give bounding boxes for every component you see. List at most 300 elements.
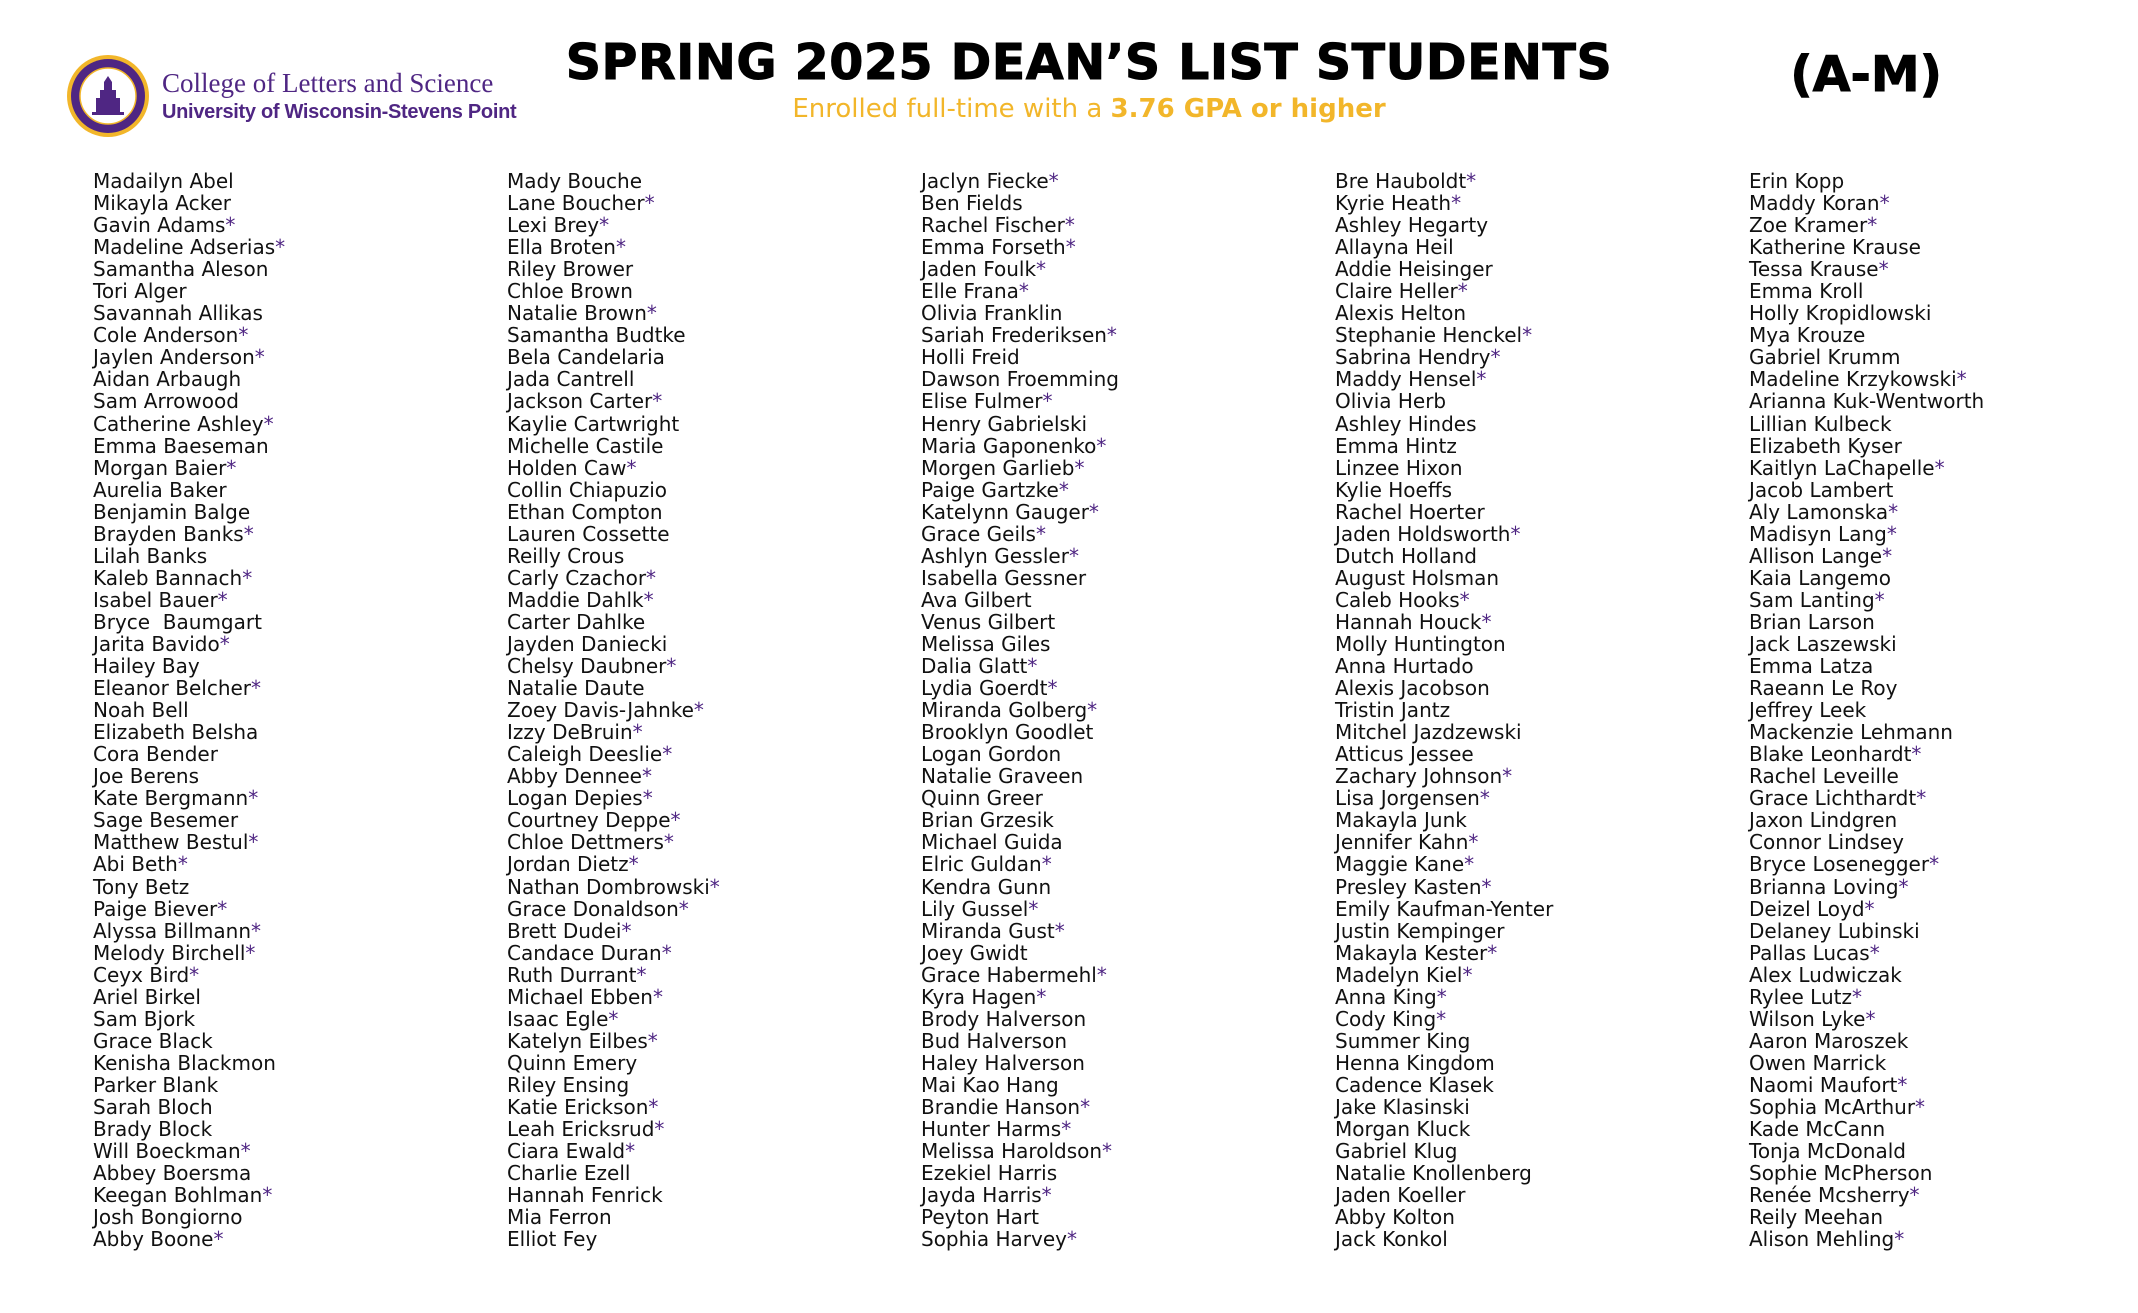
student-name: Savannah Allikas (93, 301, 263, 326)
student-name: Lillian Kulbeck (1749, 411, 1892, 436)
student-name: Melissa Giles (921, 631, 1051, 656)
student-name: Paige Gartzke* (921, 477, 1069, 502)
asterisk-marker: * (1096, 962, 1107, 987)
asterisk-marker: * (275, 235, 286, 260)
student-name: Owen Marrick (1749, 1050, 1887, 1075)
student-name: Dalia Glatt* (921, 654, 1038, 679)
asterisk-marker: * (1436, 1006, 1447, 1031)
student-name: Logan Depies* (507, 786, 653, 811)
asterisk-marker: * (1502, 764, 1513, 789)
student-name: Joey Gwidt (921, 940, 1028, 965)
student-name: Sophia Harvey* (921, 1227, 1077, 1252)
student-name: Dutch Holland (1335, 543, 1477, 568)
student-name: Henna Kingdom (1335, 1050, 1495, 1075)
asterisk-marker: * (636, 962, 647, 987)
student-name: Natalie Daute (507, 676, 645, 701)
asterisk-marker: * (1929, 852, 1940, 877)
student-name: Jordan Dietz* (507, 852, 639, 877)
asterisk-marker: * (1096, 433, 1107, 458)
student-name: Atticus Jessee (1335, 742, 1474, 767)
student-name: Makayla Junk (1335, 808, 1467, 833)
asterisk-marker: * (1047, 676, 1058, 701)
asterisk-marker: * (625, 1139, 636, 1164)
student-name: Katelynn Gauger* (921, 499, 1099, 524)
asterisk-marker: * (652, 984, 663, 1009)
asterisk-marker: * (1916, 786, 1927, 811)
asterisk-marker: * (1036, 257, 1047, 282)
asterisk-marker: * (1464, 852, 1475, 877)
asterisk-marker: * (1065, 235, 1076, 260)
student-name: Raeann Le Roy (1749, 676, 1898, 701)
asterisk-marker: * (647, 1028, 658, 1053)
student-columns (0, 170, 2138, 1280)
student-name: Alexis Jacobson (1335, 676, 1490, 701)
asterisk-marker: * (648, 1094, 659, 1119)
student-name: Connor Lindsey (1749, 830, 1904, 855)
student-name: Blake Leonhardt* (1749, 742, 1922, 767)
asterisk-marker: * (1080, 1094, 1091, 1119)
student-name: Ella Broten* (507, 235, 626, 260)
asterisk-marker: * (1864, 896, 1875, 921)
student-name: Emma Forseth* (921, 235, 1076, 260)
asterisk-marker: * (643, 587, 654, 612)
student-name: Emma Kroll (1749, 279, 1864, 304)
student-name: Michael Guida (921, 830, 1063, 855)
student-name: Hannah Houck* (1335, 609, 1492, 634)
asterisk-marker: * (1915, 1094, 1926, 1119)
student-name: Tonja McDonald (1749, 1139, 1906, 1164)
student-column-4 (1335, 170, 1735, 1250)
student-name: Will Boeckman* (93, 1139, 251, 1164)
asterisk-marker: * (189, 962, 200, 987)
asterisk-marker: * (693, 698, 704, 723)
asterisk-marker: * (641, 764, 652, 789)
student-name: Sage Besemer (93, 808, 239, 833)
page-title: SPRING 2025 DEAN’S LIST STUDENTS (565, 34, 1613, 91)
student-name: Grace Geils* (921, 521, 1046, 546)
student-name: Maddie Dahlk* (507, 587, 654, 612)
student-name: Makayla Kester* (1335, 940, 1498, 965)
student-name: Riley Ensing (507, 1072, 630, 1097)
asterisk-marker: * (1087, 698, 1098, 723)
asterisk-marker: * (626, 455, 637, 480)
asterisk-marker: * (1874, 587, 1885, 612)
student-name: Aurelia Baker (93, 477, 227, 502)
student-name: Tony Betz (93, 874, 190, 899)
student-name: Rachel Fischer* (921, 213, 1075, 238)
student-name: Kaleb Bannach* (93, 565, 253, 590)
asterisk-marker: * (646, 301, 657, 326)
student-name: August Holsman (1335, 565, 1500, 590)
asterisk-marker: * (1481, 874, 1492, 899)
student-name: Caleigh Deeslie* (507, 742, 673, 767)
student-name: Tristin Jantz (1335, 698, 1451, 723)
asterisk-marker: * (217, 896, 228, 921)
student-name: Abbey Boersma (93, 1161, 252, 1186)
student-name: Tessa Krause* (1749, 257, 1889, 282)
asterisk-marker: * (670, 808, 681, 833)
asterisk-marker: * (654, 1117, 665, 1142)
asterisk-marker: * (226, 455, 237, 480)
student-name: Lexi Brey* (507, 213, 610, 238)
asterisk-marker: * (652, 389, 663, 414)
student-name: Lisa Jorgensen* (1335, 786, 1490, 811)
student-name: Sabrina Hendry* (1335, 345, 1501, 370)
alphabet-range: (A-M) (1790, 46, 1942, 103)
student-name: Addie Heisinger (1335, 257, 1493, 282)
student-name: Lilah Banks (93, 543, 208, 568)
student-name: Elle Frana* (921, 279, 1029, 304)
asterisk-marker: * (644, 191, 655, 216)
student-name: Chloe Brown (507, 279, 633, 304)
student-name: Alexis Helton (1335, 301, 1467, 326)
student-name: Molly Huntington (1335, 631, 1506, 656)
asterisk-marker: * (615, 235, 626, 260)
student-name: Grace Habermehl* (921, 962, 1107, 987)
asterisk-marker: * (1028, 896, 1039, 921)
student-name: Cole Anderson* (93, 323, 249, 348)
student-name: Maddy Hensel* (1335, 367, 1487, 392)
student-name: Brooklyn Goodlet (921, 720, 1094, 745)
asterisk-marker: * (263, 411, 274, 436)
student-name: Carter Dahlke (507, 609, 646, 634)
student-name: Kenisha Blackmon (93, 1050, 276, 1075)
student-name: Grace Lichthardt* (1749, 786, 1927, 811)
asterisk-marker: * (248, 830, 259, 855)
student-name: Mya Krouze (1749, 323, 1866, 348)
student-name: Collin Chiapuzio (507, 477, 668, 502)
student-name: Maggie Kane* (1335, 852, 1475, 877)
asterisk-marker: * (1074, 455, 1085, 480)
student-name: Dawson Froemming (921, 367, 1119, 392)
student-name: Summer King (1335, 1028, 1471, 1053)
asterisk-marker: * (1036, 984, 1047, 1009)
student-name: Natalie Knollenberg (1335, 1161, 1532, 1186)
asterisk-marker: * (1068, 543, 1079, 568)
student-name: Jeffrey Leek (1749, 698, 1867, 723)
student-name: Holly Kropidlowski (1749, 301, 1932, 326)
student-name: Morgen Garlieb* (921, 455, 1085, 480)
asterisk-marker: * (599, 213, 610, 238)
student-name: Anna Hurtado (1335, 654, 1474, 679)
student-name: Olivia Herb (1335, 389, 1447, 414)
student-name: Emma Baeseman (93, 433, 269, 458)
student-name: Katie Erickson* (507, 1094, 659, 1119)
student-column-5 (1749, 170, 2138, 1250)
student-name: Jake Klasinski (1335, 1094, 1470, 1119)
college-name: College of Letters and Science (162, 68, 494, 98)
student-name: Paige Biever* (93, 896, 228, 921)
student-name: Aly Lamonska* (1749, 499, 1899, 524)
student-name: Izzy DeBruin* (507, 720, 643, 745)
asterisk-marker: * (1479, 786, 1490, 811)
student-name: Madisyn Lang* (1749, 521, 1897, 546)
student-name: Arianna Kuk-Wentworth (1749, 389, 1985, 414)
asterisk-marker: * (709, 874, 720, 899)
asterisk-marker: * (1035, 521, 1046, 546)
student-name: Lily Gussel* (921, 896, 1039, 921)
asterisk-marker: * (1476, 367, 1487, 392)
student-name: Mackenzie Lehmann (1749, 720, 1953, 745)
student-name: Bud Halverson (921, 1028, 1067, 1053)
student-name: Ruth Durrant* (507, 962, 647, 987)
student-name: Kyra Hagen* (921, 984, 1047, 1009)
asterisk-marker: * (1027, 654, 1038, 679)
student-name: Jaden Koeller (1335, 1183, 1466, 1208)
asterisk-marker: * (219, 631, 230, 656)
student-name: Jackson Carter* (507, 389, 663, 414)
student-name: Alyssa Billmann* (93, 918, 262, 943)
student-name: Cadence Klasek (1335, 1072, 1494, 1097)
student-name: Kate Bergmann* (93, 786, 259, 811)
student-name: Brianna Loving* (1749, 874, 1909, 899)
asterisk-marker: * (1956, 367, 1967, 392)
student-name: Madailyn Abel (93, 169, 234, 193)
student-name: Kaia Langemo (1749, 565, 1891, 590)
asterisk-marker: * (666, 654, 677, 679)
asterisk-marker: * (177, 852, 188, 877)
student-name: Madelyn Kiel* (1335, 962, 1473, 987)
student-name: Nathan Dombrowski* (507, 874, 720, 899)
student-name: Ariel Birkel (93, 984, 201, 1009)
student-name: Riley Brower (507, 257, 634, 282)
student-name: Grace Black (93, 1028, 213, 1053)
asterisk-marker: * (1898, 874, 1909, 899)
student-name: Mikayla Acker (93, 191, 232, 216)
asterisk-marker: * (662, 742, 673, 767)
student-name: Jayden Daniecki (507, 631, 668, 656)
asterisk-marker: * (628, 852, 639, 877)
asterisk-marker: * (1457, 279, 1468, 304)
asterisk-marker: * (1851, 984, 1862, 1009)
student-name: Josh Bongiorno (93, 1205, 243, 1230)
student-name: Gabriel Krumm (1749, 345, 1901, 370)
asterisk-marker: * (1061, 1117, 1072, 1142)
student-name: Jacob Lambert (1749, 477, 1894, 502)
asterisk-marker: * (1911, 742, 1922, 767)
asterisk-marker: * (1869, 940, 1880, 965)
student-name: Maria Gaponenko* (921, 433, 1107, 458)
asterisk-marker: * (1934, 455, 1945, 480)
student-name: Bre Hauboldt* (1335, 169, 1477, 193)
asterisk-marker: * (1878, 257, 1889, 282)
student-name: Gabriel Klug (1335, 1139, 1458, 1164)
student-name: Allison Lange* (1749, 543, 1893, 568)
student-name: Jada Cantrell (507, 367, 635, 392)
student-name: Joe Berens (93, 764, 200, 789)
student-name: Ashlyn Gessler* (921, 543, 1079, 568)
student-name: Ashley Hegarty (1335, 213, 1489, 238)
student-name: Chelsy Daubner* (507, 654, 677, 679)
student-name: Mitchel Jazdzewski (1335, 720, 1522, 745)
student-name: Brett Dudei* (507, 918, 632, 943)
student-name: Brian Grzesik (921, 808, 1054, 833)
student-name: Kendra Gunn (921, 874, 1052, 899)
student-name: Jarita Bavido* (93, 631, 230, 656)
student-name: Kylie Hoeffs (1335, 477, 1453, 502)
asterisk-marker: * (1058, 477, 1069, 502)
student-name: Kade McCann (1749, 1117, 1886, 1142)
asterisk-marker: * (248, 786, 259, 811)
student-name: Gavin Adams* (93, 213, 236, 238)
student-name: Melissa Haroldson* (921, 1139, 1113, 1164)
asterisk-marker: * (1041, 1183, 1052, 1208)
student-name: Ashley Hindes (1335, 411, 1477, 436)
asterisk-marker: * (646, 565, 657, 590)
asterisk-marker: * (1867, 213, 1878, 238)
student-name: Samantha Aleson (93, 257, 269, 282)
student-name: Natalie Graveen (921, 764, 1084, 789)
student-name: Mia Ferron (507, 1205, 612, 1230)
asterisk-marker: * (225, 213, 236, 238)
asterisk-marker: * (661, 940, 672, 965)
student-name: Sarah Bloch (93, 1094, 213, 1119)
asterisk-marker: * (243, 521, 254, 546)
student-name: Courtney Deppe* (507, 808, 681, 833)
student-name: Presley Kasten* (1335, 874, 1492, 899)
student-name: Elise Fulmer* (921, 389, 1053, 414)
student-name: Noah Bell (93, 698, 189, 723)
asterisk-marker: * (1490, 345, 1501, 370)
student-name: Eleanor Belcher* (93, 676, 262, 701)
student-column-1 (93, 170, 493, 1250)
student-name: Rylee Lutz* (1749, 984, 1862, 1009)
asterisk-marker: * (1894, 1227, 1905, 1252)
student-name: Brian Larson (1749, 609, 1875, 634)
asterisk-marker: * (1064, 213, 1075, 238)
student-name: Emily Kaufman-Yenter (1335, 896, 1554, 921)
student-name: Maddy Koran* (1749, 191, 1890, 216)
student-name: Elizabeth Kyser (1749, 433, 1902, 458)
asterisk-marker: * (632, 720, 643, 745)
student-name: Rachel Leveille (1749, 764, 1899, 789)
student-name: Cody King* (1335, 1006, 1447, 1031)
student-name: Lauren Cossette (507, 521, 670, 546)
student-name: Allayna Heil (1335, 235, 1454, 260)
student-name: Kyrie Heath* (1335, 191, 1462, 216)
student-name: Reilly Crous (507, 543, 625, 568)
student-name: Michelle Castile (507, 433, 664, 458)
student-name: Isaac Egle* (507, 1006, 619, 1031)
student-name: Morgan Kluck (1335, 1117, 1471, 1142)
student-name: Alex Ludwiczak (1749, 962, 1902, 987)
student-name: Lydia Goerdt* (921, 676, 1058, 701)
asterisk-marker: * (1054, 918, 1065, 943)
student-name: Justin Kempinger (1335, 918, 1505, 943)
student-name: Deizel Loyd* (1749, 896, 1875, 921)
asterisk-marker: * (663, 830, 674, 855)
asterisk-marker: * (1481, 609, 1492, 634)
student-name: Zachary Johnson* (1335, 764, 1513, 789)
student-name: Abby Kolton (1335, 1205, 1455, 1230)
student-name: Keegan Bohlman* (93, 1183, 273, 1208)
student-name: Ceyx Bird* (93, 962, 200, 987)
asterisk-marker: * (1886, 521, 1897, 546)
asterisk-marker: * (238, 323, 249, 348)
student-name: Bryce Losenegger* (1749, 852, 1940, 877)
asterisk-marker: * (1048, 169, 1059, 193)
asterisk-marker: * (1865, 1006, 1876, 1031)
student-name: Miranda Gust* (921, 918, 1065, 943)
student-name: Ciara Ewald* (507, 1139, 636, 1164)
student-name: Bela Candelaria (507, 345, 665, 370)
student-name: Jack Laszewski (1749, 631, 1897, 656)
asterisk-marker: * (1459, 587, 1470, 612)
student-column-2 (507, 170, 907, 1250)
student-name: Henry Gabrielski (921, 411, 1088, 436)
student-name: Michael Ebben* (507, 984, 663, 1009)
asterisk-marker: * (251, 676, 262, 701)
asterisk-marker: * (621, 918, 632, 943)
student-name: Ben Fields (921, 191, 1023, 216)
student-name: Brady Block (93, 1117, 213, 1142)
student-name: Bryce Baumgart (93, 609, 262, 634)
asterisk-marker: * (1042, 389, 1053, 414)
asterisk-marker: * (1106, 323, 1117, 348)
student-name: Jaxon Lindgren (1749, 808, 1898, 833)
student-name: Renée Mcsherry* (1749, 1183, 1920, 1208)
student-name: Wilson Lyke* (1749, 1006, 1876, 1031)
student-name: Zoey Davis-Jahnke* (507, 698, 704, 723)
student-name: Abi Beth* (93, 852, 188, 877)
student-name: Mady Bouche (507, 169, 643, 193)
asterisk-marker: * (1510, 521, 1521, 546)
student-name: Abby Boone* (93, 1227, 224, 1252)
student-name: Hailey Bay (93, 654, 200, 679)
student-name: Sariah Frederiksen* (921, 323, 1117, 348)
subtitle-emphasis: 3.76 GPA or higher (1110, 94, 1386, 124)
student-name: Melody Birchell* (93, 940, 256, 965)
asterisk-marker: * (678, 896, 689, 921)
asterisk-marker: * (240, 1139, 251, 1164)
asterisk-marker: * (262, 1183, 273, 1208)
student-name: Haley Halverson (921, 1050, 1085, 1075)
asterisk-marker: * (1487, 940, 1498, 965)
asterisk-marker: * (1882, 543, 1893, 568)
student-name: Miranda Golberg* (921, 698, 1098, 723)
student-name: Aidan Arbaugh (93, 367, 242, 392)
student-name: Emma Latza (1749, 654, 1874, 679)
student-name: Hannah Fenrick (507, 1183, 663, 1208)
student-name: Hunter Harms* (921, 1117, 1072, 1142)
student-name: Catherine Ashley* (93, 411, 274, 436)
student-name: Anna King* (1335, 984, 1447, 1009)
student-name: Isabella Gessner (921, 565, 1087, 590)
student-name: Alison Mehling* (1749, 1227, 1905, 1252)
student-name: Matthew Bestul* (93, 830, 259, 855)
subtitle-prefix: Enrolled full-time with a (792, 94, 1111, 124)
asterisk-marker: * (242, 565, 253, 590)
asterisk-marker: * (1897, 1072, 1908, 1097)
university-name: University of Wisconsin-Stevens Point (162, 101, 517, 123)
asterisk-marker: * (1879, 191, 1890, 216)
asterisk-marker: * (1066, 1227, 1077, 1252)
student-name: Jaden Foulk* (921, 257, 1047, 282)
student-name: Linzee Hixon (1335, 455, 1463, 480)
student-name: Holden Caw* (507, 455, 637, 480)
asterisk-marker: * (1041, 852, 1052, 877)
student-name: Brody Halverson (921, 1006, 1087, 1031)
student-name: Sam Bjork (93, 1006, 196, 1031)
student-name: Pallas Lucas* (1749, 940, 1880, 965)
asterisk-marker: * (1451, 191, 1462, 216)
student-name: Grace Donaldson* (507, 896, 689, 921)
student-name: Mai Kao Hang (921, 1072, 1059, 1097)
asterisk-marker: * (1088, 499, 1099, 524)
asterisk-marker: * (1522, 323, 1533, 348)
asterisk-marker: * (1462, 962, 1473, 987)
student-name: Leah Ericksrud* (507, 1117, 665, 1142)
